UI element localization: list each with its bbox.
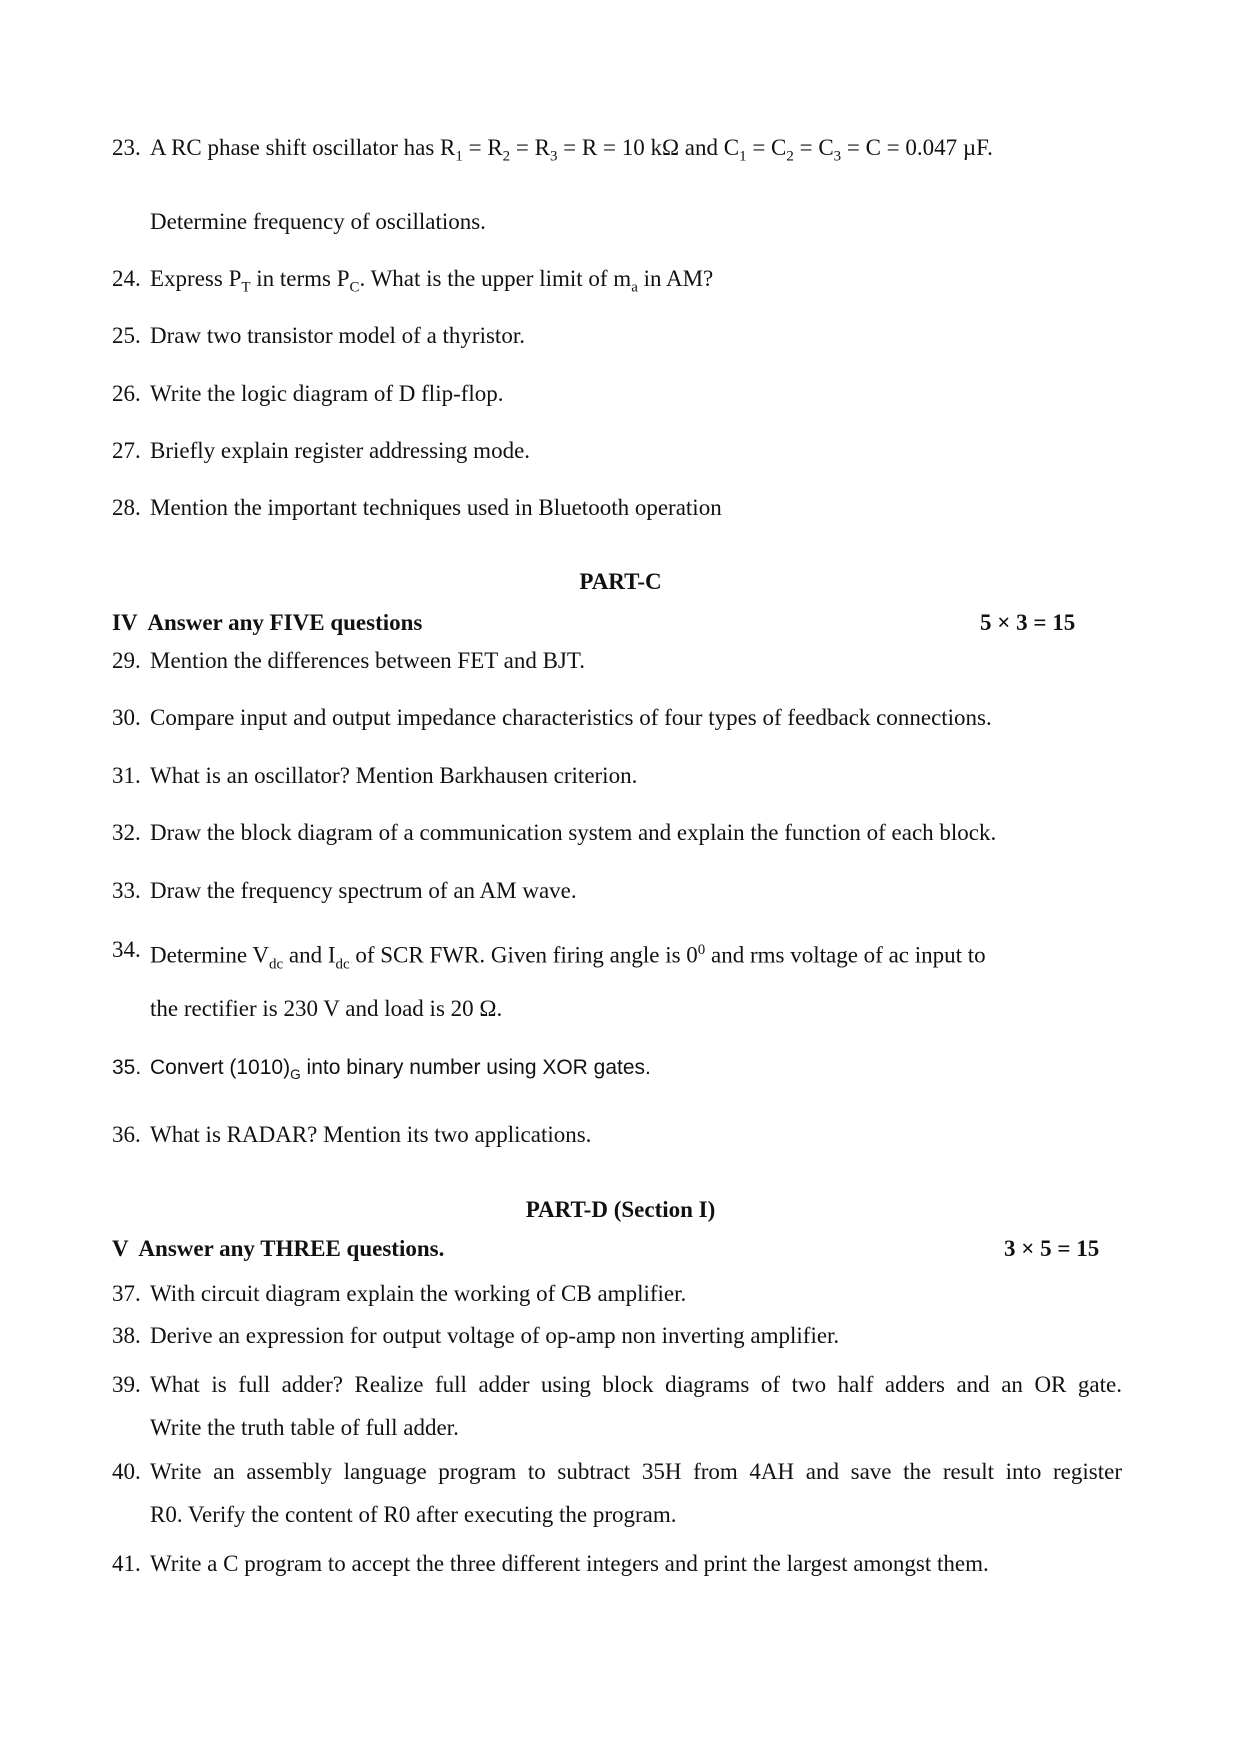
question-number: 31. [112,763,141,788]
question-number: 30. [112,705,141,730]
question-number: 29. [112,648,141,673]
question-number: 28. [112,495,141,520]
question-number: 34. [112,937,141,962]
question-text: Mention the differences between FET and BJT. [150,648,585,673]
question-number: 23. [112,135,141,160]
question-text: What is full adder? Realize full adder using block diagrams of two half adders and an OR gate. [150,1372,1122,1397]
question-text: What is RADAR? Mention its two applications. [150,1122,592,1147]
question-34-continuation: the rectifier is 230 V and load is 20 Ω. [150,996,503,1021]
question-text: Mention the important techniques used in Bluetooth operation [150,495,722,520]
question-number: 39. [112,1372,141,1397]
question-number: 33. [112,878,141,903]
question-text: What is an oscillator? Mention Barkhausen criterion. [150,763,638,788]
question-number: 35. [112,1056,142,1079]
question-number: 26. [112,381,141,406]
question-text: Briefly explain register addressing mode. [150,438,531,463]
question-text: A RC phase shift oscillator has $R_1 = R_2 = R_3 = R = 10$ kΩ and $C_1 = C_2 = C_3 = C = 0.047$ µF. [150,135,993,165]
question-number: 24. [112,266,141,291]
question-text: Write an assembly language program to subtract 35H from 4AH and save the result into register [150,1459,1122,1484]
question-text: Write a C program to accept the three different integers and print the largest amongst them. [150,1551,989,1576]
question-text: Write the logic diagram of D flip-flop. [150,381,504,406]
question-23-continuation: Determine frequency of oscillations. [150,209,486,234]
question-text: Draw two transistor model of a thyristor. [150,323,525,348]
question-number: 38. [112,1323,141,1348]
question-number: 32. [112,820,141,845]
question-text: Convert $(1010)_G$ into binary number using XOR gates. [150,1056,651,1083]
question-number: 37. [112,1281,141,1306]
question-40-continuation: R0. Verify the content of R0 after executing the program. [150,1502,677,1527]
question-text: Draw the block diagram of a communication system and explain the function of each block. [150,820,997,845]
question-39-continuation: Write the truth table of full adder. [150,1415,459,1440]
question-text: With circuit diagram explain the working of CB amplifier. [150,1281,687,1306]
part-d-instruction: V Answer any THREE questions. [112,1236,445,1261]
part-c-instruction: IV Answer any FIVE questions [112,610,423,635]
part-d-heading: PART-D (Section I) [525,1197,716,1222]
question-text: Draw the frequency spectrum of an AM wave. [150,878,577,903]
question-number: 25. [112,323,141,348]
question-number: 36. [112,1122,141,1147]
question-number: 27. [112,438,141,463]
question-number: 41. [112,1551,141,1576]
question-text: Express $P_T$ in terms $P_C$. What is the upper limit of $m_a$ in AM? [150,266,714,296]
part-c-heading: PART-C [579,569,662,594]
question-number: 40. [112,1459,141,1484]
part-c-marks: 5 × 3 = 15 [980,610,1076,635]
question-text: Derive an expression for output voltage of op-amp non inverting amplifier. [150,1323,840,1348]
question-text: Determine $V_{dc}$ and $I_{dc}$ of SCR FWR. Given firing angle is $0^0$ and rms voltage of ac input to [150,942,986,973]
question-text: Compare input and output impedance characteristics of four types of feedback connections. [150,705,992,730]
part-d-marks: 3 × 5 = 15 [1004,1236,1100,1261]
